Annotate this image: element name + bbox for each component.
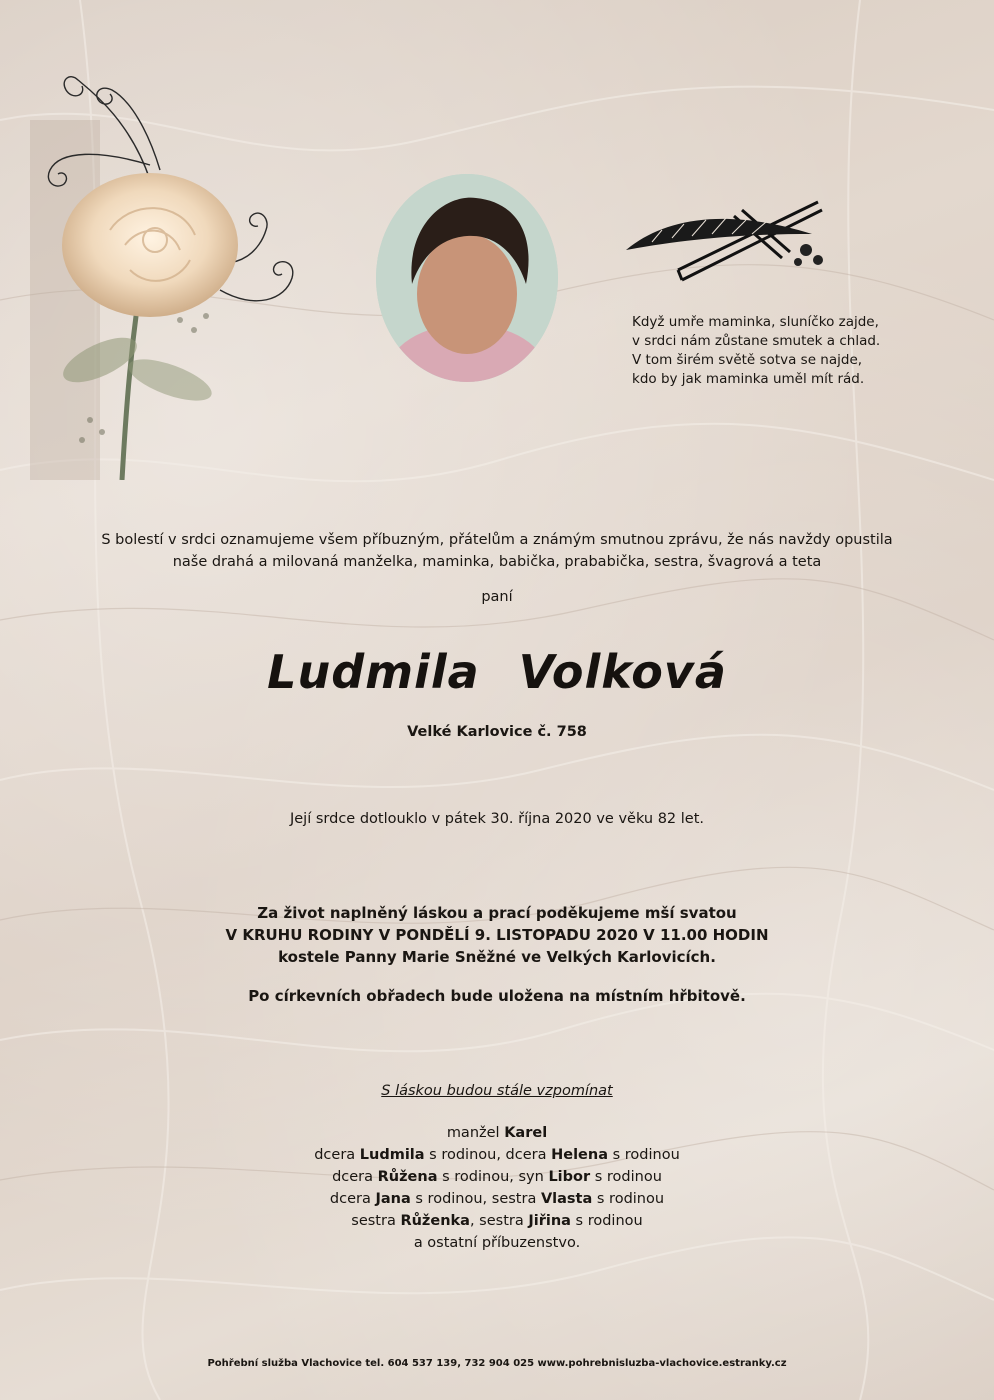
- funeral-service-footer: Pohřební služba Vlachovice tel. 604 537 139, 732 904 025 www.pohrebnisluzba-vlachovice.estranky.cz: [207, 1358, 787, 1369]
- ceremony-info: [0, 902, 994, 968]
- poem-line: kdo by jak maminka uměl mít rád.: [632, 371, 865, 387]
- rose-decoration: [30, 60, 310, 480]
- family-line: a ostatní příbuzenstvo.: [413, 1235, 581, 1251]
- cross-palm-icon: [622, 200, 848, 292]
- family-line: dcera Ludmila s rodinou, dcera Helena s rodinou: [314, 1147, 680, 1163]
- death-notice: Její srdce dotlouklo v pátek 30. října 2020 ve věku 82 let.: [289, 811, 705, 827]
- title-prefix: paní: [481, 589, 513, 605]
- poem-line: v srdci nám zůstane smutek a chlad.: [632, 333, 881, 349]
- deceased-address: Velké Karlovice č. 758: [407, 724, 587, 740]
- announcement-intro: [0, 529, 994, 573]
- portrait-photo: [376, 174, 558, 382]
- intro-line: naše drahá a milovaná manželka, maminka, babička, prababička, sestra, švagrová a teta: [172, 554, 822, 570]
- ceremony-line: V KRUHU RODINY V PONDĚLÍ 9. LISTOPADU 2020 V 11.00 HODIN: [225, 926, 769, 944]
- ceremony-line: kostele Panny Marie Sněžné ve Velkých Karlovicích.: [278, 948, 716, 966]
- remember-heading: S láskou budou stále vzpomínat: [381, 1083, 613, 1099]
- poem-line: Když umře maminka, sluníčko zajde,: [632, 314, 879, 330]
- family-list: [0, 1122, 994, 1254]
- deceased-name: Ludmila Volková: [267, 645, 727, 699]
- burial-info: Po církevních obřadech bude uložena na místním hřbitově.: [248, 987, 746, 1005]
- family-line: dcera Jana s rodinou, sestra Vlasta s rodinou: [329, 1191, 665, 1207]
- family-line: sestra Růženka, sestra Jiřina s rodinou: [351, 1213, 643, 1229]
- memorial-poem: [632, 313, 932, 389]
- poem-line: V tom širém světě sotva se najde,: [632, 352, 863, 368]
- family-line: dcera Růžena s rodinou, syn Libor s rodinou: [332, 1169, 662, 1185]
- family-line: manžel Karel: [446, 1125, 548, 1141]
- intro-line: S bolestí v srdci oznamujeme všem příbuzným, přátelům a známým smutnou zprávu, že nás navždy opustila: [101, 532, 893, 548]
- ceremony-line: Za život naplněný láskou a prací poděkujeme mší svatou: [257, 904, 737, 922]
